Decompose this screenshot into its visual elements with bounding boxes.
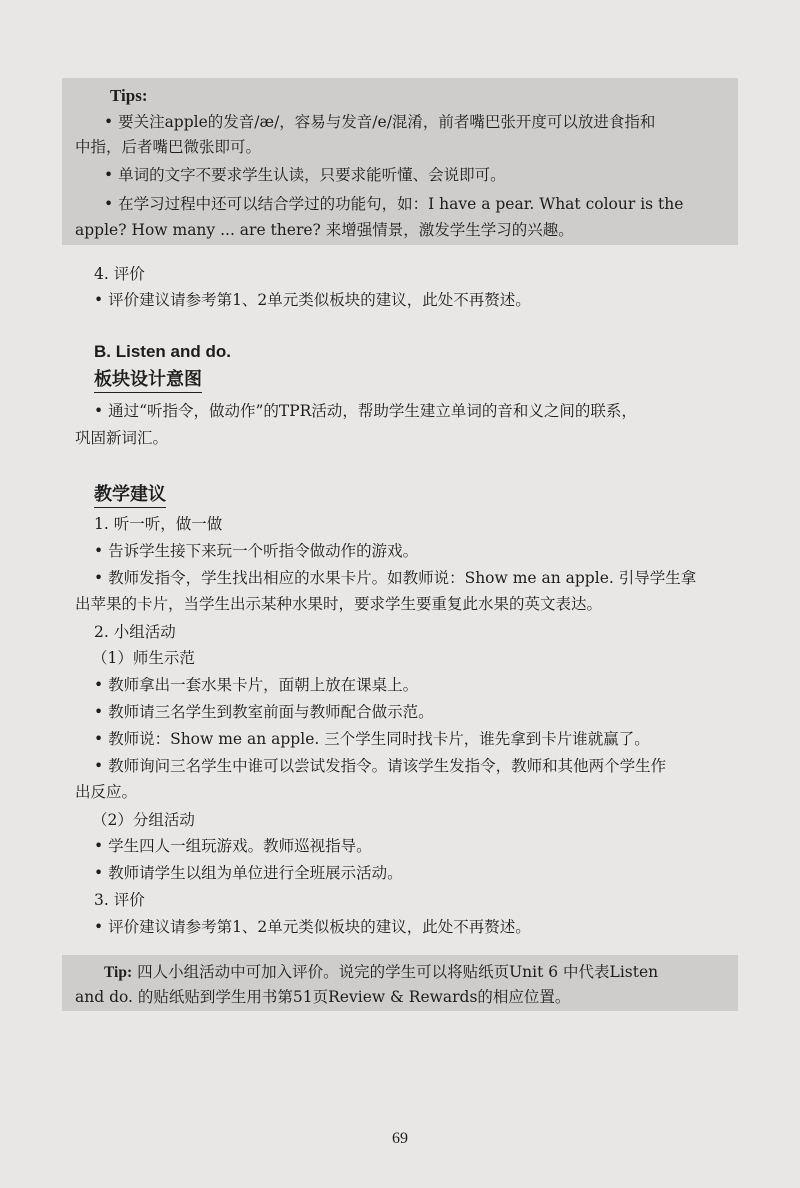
tips-line: • 在学习过程中还可以结合学过的功能句，如：I have a pear. What colour is the (104, 195, 684, 213)
design-intent-heading: 板块设计意图 (94, 369, 202, 393)
tip-label: Tip: (104, 964, 133, 981)
body-line: • 评价建议请参考第1、2单元类似板块的建议，此处不再赘述。 (94, 918, 531, 936)
tip-line (104, 962, 658, 983)
design-line: 巩固新词汇。 (75, 429, 169, 447)
body-line: （1）师生示范 (92, 649, 195, 667)
tips-line: 中指，后者嘴巴微张即可。 (75, 138, 262, 156)
body-line: 2. 小组活动 (94, 623, 176, 641)
body-line: • 教师说：Show me an apple. 三个学生同时找卡片，谁先拿到卡片谁就赢了。 (94, 730, 650, 748)
evaluation-text: • 评价建议请参考第1、2单元类似板块的建议，此处不再赘述。 (94, 291, 531, 309)
body-line: 1. 听一听，做一做 (94, 515, 223, 533)
page-number: 69 (392, 1130, 408, 1147)
body-line: • 教师请三名学生到教室前面与教师配合做示范。 (94, 703, 434, 721)
body-line: 3. 评价 (94, 891, 145, 909)
body-line: • 教师请学生以组为单位进行全班展示活动。 (94, 864, 403, 882)
body-line: （2）分组活动 (92, 811, 195, 829)
tips-line: apple? How many ... are there? 来增强情景，激发学生学习的兴趣。 (75, 221, 574, 239)
body-line: • 学生四人一组玩游戏。教师巡视指导。 (94, 837, 372, 855)
tip-text: 四人小组活动中可加入评价。说完的学生可以将贴纸页Unit 6 中代表Listen (132, 963, 659, 981)
body-line: • 教师询问三名学生中谁可以尝试发指令。请该学生发指令，教师和其他两个学生作 (94, 757, 667, 775)
body-line: 出苹果的卡片，当学生出示某种水果时，要求学生要重复此水果的英文表达。 (75, 595, 603, 613)
body-line: • 告诉学生接下来玩一个听指令做动作的游戏。 (94, 542, 419, 560)
body-line: 出反应。 (75, 783, 138, 801)
design-line: • 通过“听指令，做动作”的TPR活动，帮助学生建立单词的音和义之间的联系， (94, 402, 637, 420)
body-line: • 教师拿出一套水果卡片，面朝上放在课桌上。 (94, 676, 419, 694)
body-line: • 教师发指令，学生找出相应的水果卡片。如教师说：Show me an apple. 引导学生拿 (94, 569, 697, 587)
evaluation-heading: 4. 评价 (94, 265, 145, 283)
tip-line: and do. 的贴纸贴到学生用书第51页Review & Rewards的相应位置。 (75, 988, 571, 1006)
section-b-title: B. Listen and do. (94, 342, 231, 361)
teaching-suggestion-heading: 教学建议 (94, 484, 166, 508)
tips-line: • 要关注apple的发音/æ/，容易与发音/e/混淆，前者嘴巴张开度可以放进食指和 (104, 113, 656, 131)
tips-title: Tips: (110, 86, 148, 105)
tips-line: • 单词的文字不要求学生认读，只要求能听懂、会说即可。 (104, 166, 506, 184)
